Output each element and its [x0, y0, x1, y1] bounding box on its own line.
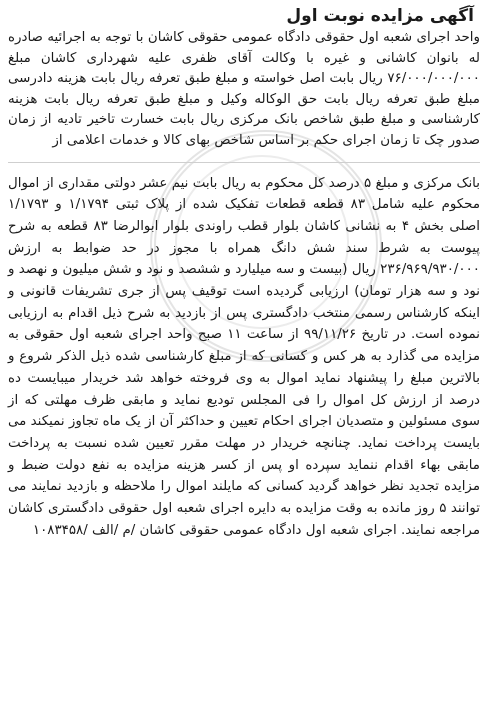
notice-paragraph-1: واحد اجرای شعبه اول حقوقی دادگاه عمومی حقوقی کاشان با توجه به اجرائیه صادره له بانوان کاشانی و غیره با وکالت آقای ظفری علیه شهرداری کاشان مبلغ ۷۶/۰۰۰/۰۰۰/۰۰۰ ریال بابت اصل خواسته و مبلغ طبق تعرفه ریال بابت هزینه دادرسی مبلغ طبق تعرفه ریال بابت حق الوکاله وکیل و مبلغ طبق تعرفه ریال بابت هزینه کارشناسی و مبلغ طبق شاخص بانک مرکزی ریال بابت خسارت تاخیر تادیه از زمان صدور چک تا زمان اجرای حکم بر اساس شاخص بهای کالا و خدمات اعلامی از — [8, 30, 480, 148]
notice-title: آگهی مزایده نوبت اول — [286, 6, 474, 26]
notice-paragraph-2: بانک مرکزی و مبلغ ۵ درصد کل محکوم به ریال بابت نیم عشر دولتی مقداری از اموال محکوم علیه شامل ۸۳ قطعه قطعات تفکیک شده از پلاک ثبتی ۱/۱۷۹۴ و ۱/۱۷۹۳ اصلی بخش ۴ به نشانی کاشان بلوار قطب راوندی بلوار ابوالرضا ۸۳ قطعه به شرح پیوست به شرط سند شش دانگ همراه با مجوز در حد ضوابط به ارزش ۲۳۶/۹۶۹/۹۳۰/۰۰۰ ریال (بیست و سه میلیارد و ششصد و نود و شش میلیون و نهصد و نود و سه هزار تومان) ارزیابی گردیده است توقیف پس از جری تشریفات قانونی و اینکه کارشناس رسمی منتخب دادگستری پس از بازدید به شرح ذیل اقدام به ارزیابی نموده است. در تاریخ ۹۹/۱۱/۲۶ از ساعت ۱۱ صبح واحد اجرای شعبه اول حقوقی به مزایده می گذارد به هر کس و کسانی که از مبلغ کارشناسی شده ذیل الذکر شروع و بالاترین مبلغ را پیشنهاد نماید اموال به وی فروخته خواهد شد خریدار میبایست ده درصد از ارزش کل اموال را فی المجلس تودیع نماید و مابقی ظرف مهلتی که از سوی مسئولین و متصدیان اجرای احکام تعیین و حداکثر آن از یک ماه تجاوز نمیکند می بایست پرداخت نماید. چنانچه خریدار در مهلت مقرر تعیین شده نسبت به پرداخت مابقی بهاء اقدام ننماید سپرده او پس از کسر هزینه مزایده به نفع دولت ضبط و مزایده تجدید نظر خواهد گردید کسانی که مایلند اموال را ملاحظه و بازدید نمایند می توانند ۵ روز مانده به وقت مزایده به دایره اجرای شعبه اول حقوقی دادگستری کاشان مراجعه نمایند. اجرای شعبه اول دادگاه عمومی حقوقی کاشان /م /الف /۱۰۸۳۴۵۸ — [8, 175, 481, 538]
column-divider — [8, 162, 480, 163]
notice-content — [8, 4, 480, 542]
